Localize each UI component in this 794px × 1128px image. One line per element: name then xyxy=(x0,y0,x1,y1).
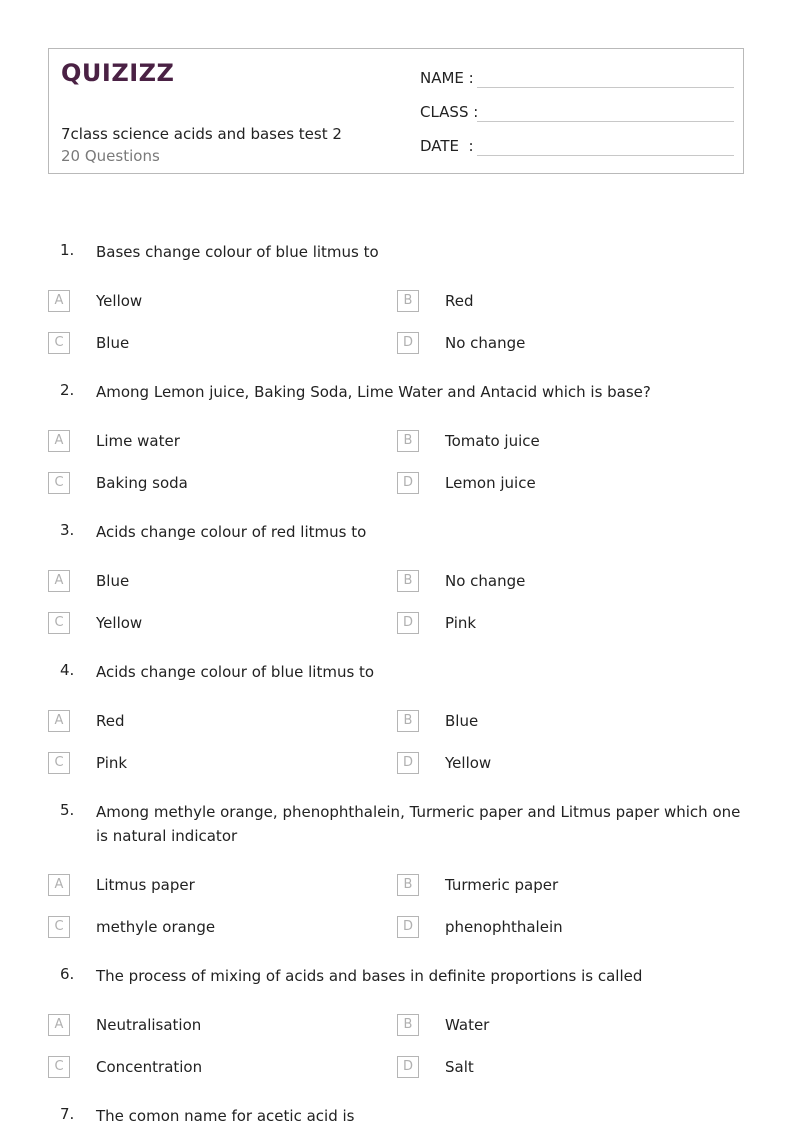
option-a-text: Blue xyxy=(96,572,130,590)
worksheet-title: 7class science acids and bases test 2 xyxy=(61,125,342,143)
option-c-text: Blue xyxy=(96,334,130,352)
question-number: 5. xyxy=(60,801,75,819)
option-d-text: phenophthalein xyxy=(445,918,563,936)
option-d-box[interactable]: D xyxy=(397,612,419,634)
class-label: CLASS : xyxy=(420,103,479,121)
option-b-box[interactable]: B xyxy=(397,1014,419,1036)
option-c-text: Concentration xyxy=(96,1058,203,1076)
option-d-text: No change xyxy=(445,334,526,352)
option-b-box[interactable]: B xyxy=(397,710,419,732)
option-d-text: Pink xyxy=(445,614,477,632)
question-text: The process of mixing of acids and bases in definite proportions is called xyxy=(96,967,643,985)
quizizz-logo: QUIZIZZ xyxy=(61,59,175,87)
option-d-box[interactable]: D xyxy=(397,332,419,354)
option-b-text: No change xyxy=(445,572,526,590)
option-d-box[interactable]: D xyxy=(397,916,419,938)
option-a-box[interactable]: A xyxy=(48,290,70,312)
option-c-box[interactable]: C xyxy=(48,332,70,354)
option-d-text: Lemon juice xyxy=(445,474,536,492)
option-b-text: Water xyxy=(445,1016,490,1034)
question-text: Bases change colour of blue litmus to xyxy=(96,243,379,261)
option-a-text: Lime water xyxy=(96,432,180,450)
option-a-box[interactable]: A xyxy=(48,710,70,732)
question-text: Acids change colour of red litmus to xyxy=(96,523,367,541)
name-label: NAME : xyxy=(420,69,474,87)
class-line xyxy=(477,121,734,122)
option-d-text: Yellow xyxy=(445,754,492,772)
option-d-box[interactable]: D xyxy=(397,472,419,494)
name-field[interactable] xyxy=(420,69,734,91)
option-c-box[interactable]: C xyxy=(48,472,70,494)
question-number: 6. xyxy=(60,965,75,983)
option-c-box[interactable]: C xyxy=(48,916,70,938)
option-c-text: Yellow xyxy=(96,614,143,632)
option-b-box[interactable]: B xyxy=(397,570,419,592)
option-a-text: Litmus paper xyxy=(96,876,195,894)
option-b-text: Turmeric paper xyxy=(445,876,559,894)
worksheet-header xyxy=(48,48,744,174)
class-field[interactable] xyxy=(420,103,734,125)
question-text: Among methyle orange, phenophthalein, Turmeric paper and Litmus paper which one is natural indicator xyxy=(96,803,741,845)
date-line xyxy=(477,155,734,156)
option-c-box[interactable]: C xyxy=(48,612,70,634)
name-line xyxy=(477,87,734,88)
question-number: 3. xyxy=(60,521,75,539)
option-b-box[interactable]: B xyxy=(397,874,419,896)
question-number: 7. xyxy=(60,1105,75,1123)
option-a-box[interactable]: A xyxy=(48,570,70,592)
option-d-box[interactable]: D xyxy=(397,1056,419,1078)
option-a-box[interactable]: A xyxy=(48,1014,70,1036)
option-a-box[interactable]: A xyxy=(48,430,70,452)
option-b-box[interactable]: B xyxy=(397,430,419,452)
option-a-text: Yellow xyxy=(96,292,143,310)
option-a-text: Neutralisation xyxy=(96,1016,202,1034)
option-c-box[interactable]: C xyxy=(48,1056,70,1078)
question-text: The comon name for acetic acid is xyxy=(96,1107,355,1125)
option-d-box[interactable]: D xyxy=(397,752,419,774)
date-label: DATE : xyxy=(420,137,474,155)
question-number: 4. xyxy=(60,661,75,679)
option-c-text: Baking soda xyxy=(96,474,188,492)
option-b-text: Tomato juice xyxy=(445,432,540,450)
option-c-text: Pink xyxy=(96,754,128,772)
question-text: Among Lemon juice, Baking Soda, Lime Water and Antacid which is base? xyxy=(96,383,651,401)
date-field[interactable] xyxy=(420,137,734,159)
question-number: 1. xyxy=(60,241,75,259)
option-d-text: Salt xyxy=(445,1058,474,1076)
option-b-text: Blue xyxy=(445,712,479,730)
option-c-text: methyle orange xyxy=(96,918,216,936)
question-number: 2. xyxy=(60,381,75,399)
question-count: 20 Questions xyxy=(61,147,160,165)
option-b-text: Red xyxy=(445,292,474,310)
question-text: Acids change colour of blue litmus to xyxy=(96,663,375,681)
option-a-box[interactable]: A xyxy=(48,874,70,896)
option-b-box[interactable]: B xyxy=(397,290,419,312)
option-a-text: Red xyxy=(96,712,125,730)
option-c-box[interactable]: C xyxy=(48,752,70,774)
